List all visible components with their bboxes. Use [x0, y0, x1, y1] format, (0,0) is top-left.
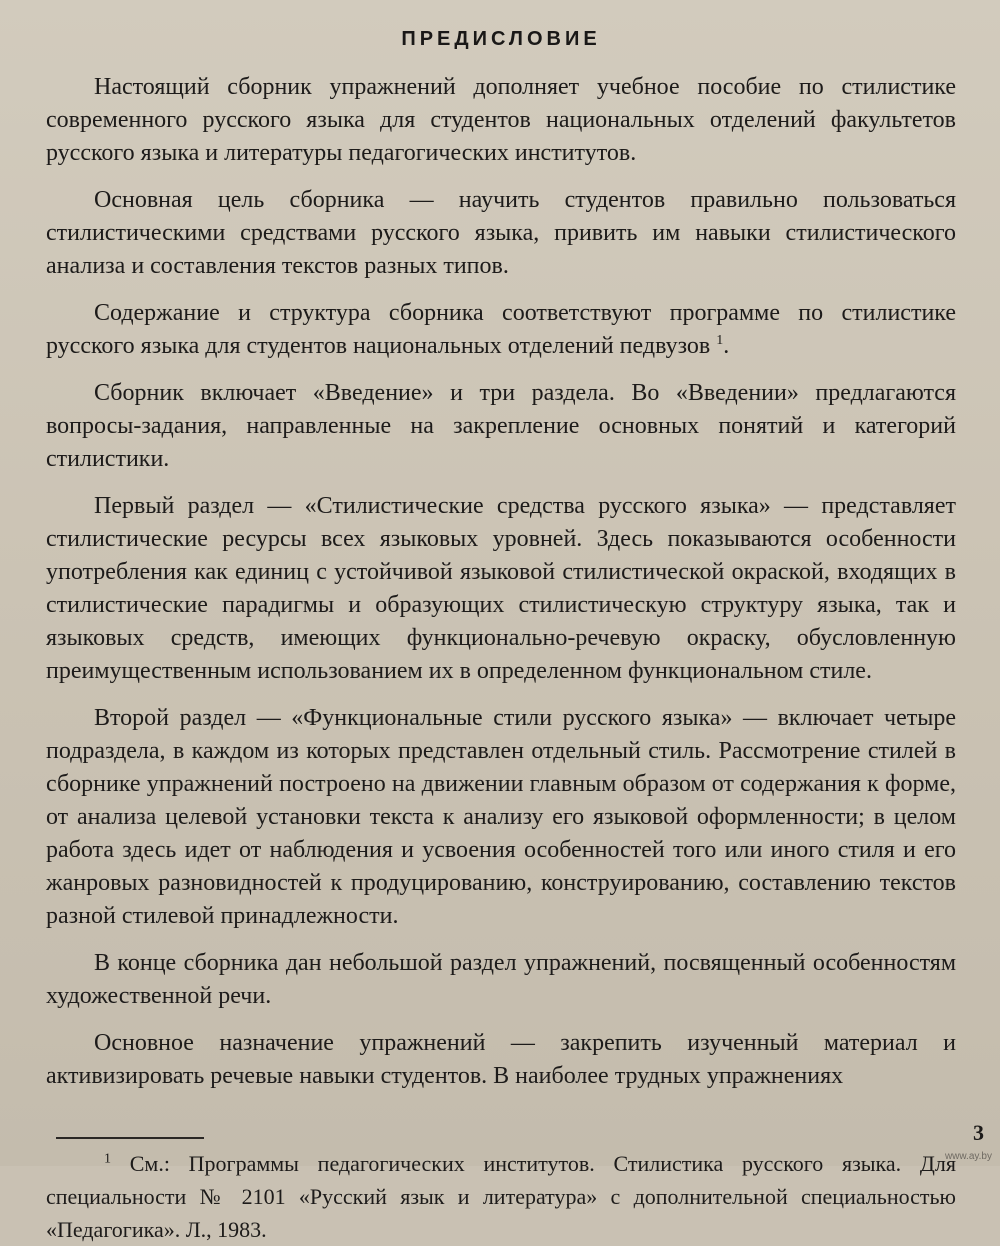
- footnote: [46, 1147, 956, 1246]
- paragraph: В конце сборника дан небольшой раздел упражнений, посвященный особенностям художественной речи.: [46, 950, 956, 1009]
- paragraph: Второй раздел — «Функциональные стили русского языка» — включает четыре подраздела, в каждом из которых представлен отдельный стиль. Рассмотрение стилей в сборнике упражнений построено на движении главным образом от содержания к форме, от анализа целевой установки текста к анализу его языковой оформленности; в целом работа здесь идет от наблюдения и усвоения особенностей того или иного стиля и его жанровых разновидностей к продуцированию, конструированию, составлению текстов разной стилевой принадлежности.: [46, 705, 956, 929]
- paragraph: Сборник включает «Введение» и три раздела. Во «Введении» предлагаются вопросы-задания, направленные на закрепление основных понятий и категорий стилистики.: [46, 380, 956, 472]
- page-title: ПРЕДИСЛОВИЕ: [401, 28, 601, 50]
- body-text: [46, 71, 956, 1093]
- paragraph-text: Содержание и структура сборника соответствуют программе по стилистике русского языка для студентов национальных отделений педвузов: [46, 300, 956, 359]
- paragraph: Содержание и структура сборника соответствуют программе по стилистике русского языка для студентов национальных отделений педвузов $^1$.: [46, 300, 956, 359]
- footnote-marker: 1: [104, 1151, 111, 1167]
- footnote-reference: 1: [716, 333, 724, 348]
- paragraph: Основное назначение упражнений — закрепить изученный материал и активизировать речевые навыки студентов. В наиболее трудных упражнениях: [46, 1030, 956, 1089]
- paragraph: Настоящий сборник упражнений дополняет учебное пособие по стилистике современного русского языка для студентов национальных отделений факультетов русского языка и литературы педагогических институтов.: [46, 74, 956, 166]
- footnote-divider: [56, 1137, 204, 1139]
- footnote-text: См.: Программы педагогических институтов. Стилистика русского языка. Для специальности № 2101 «Русский язык и литература» с дополнительной специальностью «Педагогика». Л., 1983.: [46, 1151, 957, 1242]
- paragraph: Первый раздел — «Стилистические средства русского языка» — представляет стилистические ресурсы всех языковых уровней. Здесь показываются особенности употребления как единиц с устойчивой языковой стилистической окраской, входящих в стилистические парадигмы и образующих стилистическую структуру языка, так и языковых средств, имеющих функционально-речевую окраску, обусловленную преимущественным использованием их в определенном функциональном стиле.: [46, 493, 956, 684]
- watermark: www.ay.by: [944, 1151, 992, 1162]
- page-number: 3: [973, 1120, 984, 1145]
- paragraph: Основная цель сборника — научить студентов правильно пользоваться стилистическими средствами русского языка, привить им навыки стилистического анализа и составления текстов разных типов.: [46, 187, 956, 279]
